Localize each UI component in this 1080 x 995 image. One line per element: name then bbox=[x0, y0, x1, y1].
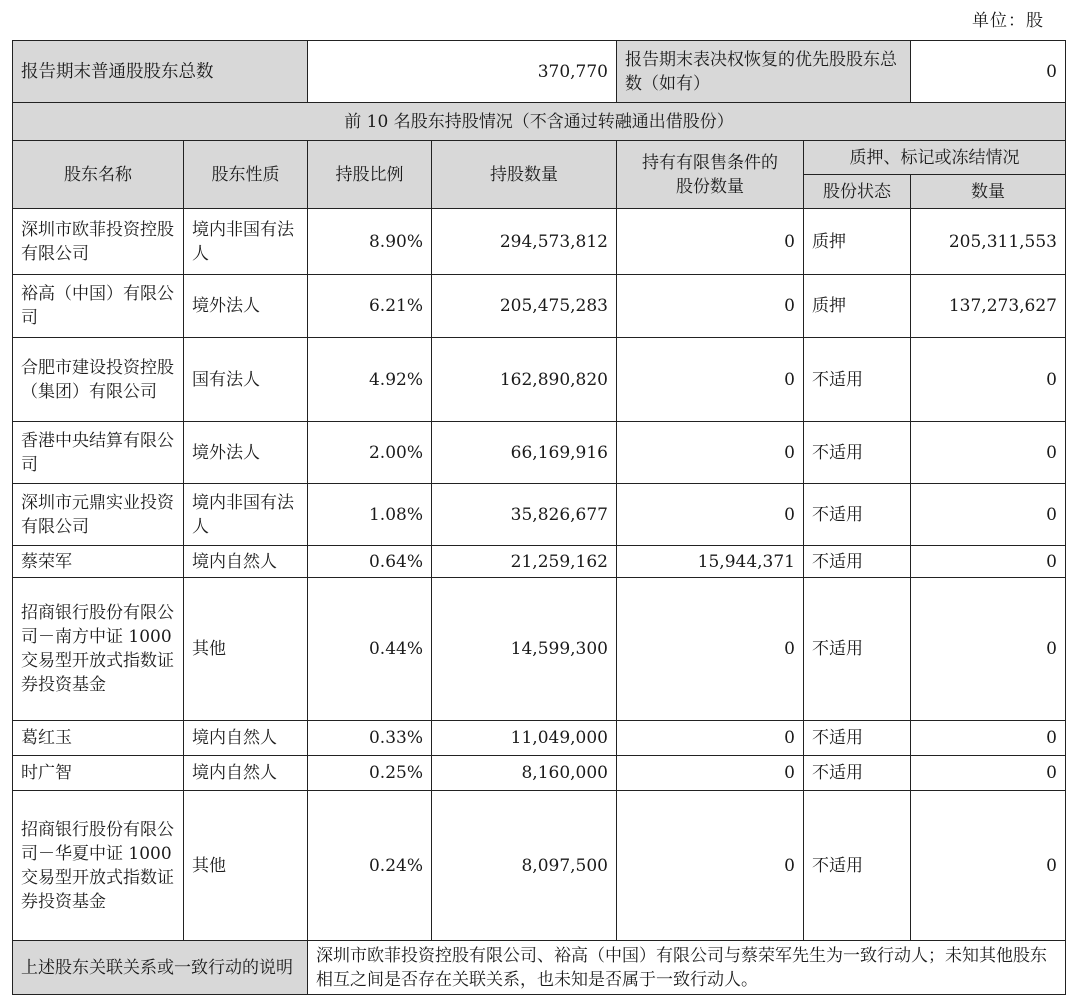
shareholder-name: 时广智 bbox=[13, 756, 184, 791]
shareholder-nature: 境内自然人 bbox=[184, 721, 308, 756]
header-pledge-group: 质押、标记或冻结情况 bbox=[804, 141, 1066, 175]
shareholder-nature: 国有法人 bbox=[184, 338, 308, 422]
shareholder-name: 深圳市元鼎实业投资有限公司 bbox=[13, 484, 184, 546]
shareholder-name: 深圳市欧菲投资控股有限公司 bbox=[13, 209, 184, 275]
pledged-quantity: 0 bbox=[911, 484, 1066, 546]
holding-ratio: 0.64% bbox=[308, 546, 432, 578]
pledge-status: 不适用 bbox=[804, 484, 911, 546]
restricted-quantity: 0 bbox=[617, 791, 804, 941]
holding-ratio: 2.00% bbox=[308, 422, 432, 484]
holding-quantity: 66,169,916 bbox=[432, 422, 617, 484]
header-quantity: 持股数量 bbox=[432, 141, 617, 209]
shareholder-nature: 境内非国有法人 bbox=[184, 484, 308, 546]
shareholder-name: 招商银行股份有限公司－南方中证 1000 交易型开放式指数证券投资基金 bbox=[13, 578, 184, 721]
restricted-quantity: 0 bbox=[617, 338, 804, 422]
table-row bbox=[13, 546, 1066, 578]
holding-quantity: 14,599,300 bbox=[432, 578, 617, 721]
table-row bbox=[13, 209, 1066, 275]
holding-quantity: 294,573,812 bbox=[432, 209, 617, 275]
restricted-quantity: 15,944,371 bbox=[617, 546, 804, 578]
shareholder-table bbox=[12, 40, 1066, 995]
restricted-quantity: 0 bbox=[617, 578, 804, 721]
common-holders-label: 报告期末普通股股东总数 bbox=[13, 41, 308, 103]
pledged-quantity: 205,311,553 bbox=[911, 209, 1066, 275]
summary-row bbox=[13, 41, 1066, 103]
pledge-status: 不适用 bbox=[804, 422, 911, 484]
holding-quantity: 11,049,000 bbox=[432, 721, 617, 756]
header-pledge-quantity: 数量 bbox=[911, 175, 1066, 209]
holding-quantity: 35,826,677 bbox=[432, 484, 617, 546]
table-row bbox=[13, 791, 1066, 941]
restricted-quantity: 0 bbox=[617, 275, 804, 338]
relation-text: 深圳市欧菲投资控股有限公司、裕高（中国）有限公司与蔡荣军先生为一致行动人；未知其他股东相互之间是否存在关联关系，也未知是否属于一致行动人。 bbox=[308, 941, 1066, 995]
header-name: 股东名称 bbox=[13, 141, 184, 209]
pledge-status: 不适用 bbox=[804, 338, 911, 422]
table-row bbox=[13, 578, 1066, 721]
shareholder-name: 招商银行股份有限公司－华夏中证 1000 交易型开放式指数证券投资基金 bbox=[13, 791, 184, 941]
holding-ratio: 0.44% bbox=[308, 578, 432, 721]
pledge-status: 不适用 bbox=[804, 578, 911, 721]
shareholder-nature: 其他 bbox=[184, 578, 308, 721]
pledged-quantity: 0 bbox=[911, 546, 1066, 578]
table-row bbox=[13, 338, 1066, 422]
shareholder-nature: 境外法人 bbox=[184, 275, 308, 338]
holding-ratio: 6.21% bbox=[308, 275, 432, 338]
restricted-quantity: 0 bbox=[617, 756, 804, 791]
holding-ratio: 0.24% bbox=[308, 791, 432, 941]
pledge-status: 不适用 bbox=[804, 721, 911, 756]
header-ratio: 持股比例 bbox=[308, 141, 432, 209]
pledged-quantity: 0 bbox=[911, 422, 1066, 484]
shareholder-nature: 境外法人 bbox=[184, 422, 308, 484]
holding-ratio: 8.90% bbox=[308, 209, 432, 275]
relation-row bbox=[13, 941, 1066, 995]
pledged-quantity: 0 bbox=[911, 578, 1066, 721]
shareholder-nature: 其他 bbox=[184, 791, 308, 941]
table-row bbox=[13, 275, 1066, 338]
shareholder-name: 葛红玉 bbox=[13, 721, 184, 756]
header-nature: 股东性质 bbox=[184, 141, 308, 209]
holding-quantity: 8,097,500 bbox=[432, 791, 617, 941]
holding-quantity: 21,259,162 bbox=[432, 546, 617, 578]
table-row bbox=[13, 484, 1066, 546]
restricted-quantity: 0 bbox=[617, 721, 804, 756]
restricted-quantity: 0 bbox=[617, 209, 804, 275]
shareholder-name: 合肥市建设投资控股（集团）有限公司 bbox=[13, 338, 184, 422]
header-restricted: 持有有限售条件的股份数量 bbox=[617, 141, 804, 209]
section-title-row bbox=[13, 103, 1066, 141]
shareholder-name: 香港中央结算有限公司 bbox=[13, 422, 184, 484]
table-row bbox=[13, 422, 1066, 484]
holding-ratio: 0.33% bbox=[308, 721, 432, 756]
shareholder-name: 蔡荣军 bbox=[13, 546, 184, 578]
pledged-quantity: 0 bbox=[911, 756, 1066, 791]
header-pledge-status: 股份状态 bbox=[804, 175, 911, 209]
preferred-holders-label: 报告期末表决权恢复的优先股股东总数（如有） bbox=[617, 41, 911, 103]
pledge-status: 不适用 bbox=[804, 546, 911, 578]
unit-label: 单位：股 bbox=[972, 11, 1044, 31]
pledge-status: 不适用 bbox=[804, 791, 911, 941]
pledged-quantity: 0 bbox=[911, 791, 1066, 941]
header-row-1 bbox=[13, 141, 1066, 175]
pledge-status: 质押 bbox=[804, 209, 911, 275]
holding-quantity: 205,475,283 bbox=[432, 275, 617, 338]
holding-ratio: 1.08% bbox=[308, 484, 432, 546]
common-holders-value: 370,770 bbox=[308, 41, 617, 103]
holding-quantity: 162,890,820 bbox=[432, 338, 617, 422]
pledge-status: 质押 bbox=[804, 275, 911, 338]
table-row bbox=[13, 756, 1066, 791]
table-row bbox=[13, 721, 1066, 756]
restricted-quantity: 0 bbox=[617, 484, 804, 546]
pledged-quantity: 0 bbox=[911, 338, 1066, 422]
restricted-quantity: 0 bbox=[617, 422, 804, 484]
holding-quantity: 8,160,000 bbox=[432, 756, 617, 791]
pledge-status: 不适用 bbox=[804, 756, 911, 791]
shareholder-nature: 境内自然人 bbox=[184, 756, 308, 791]
pledged-quantity: 0 bbox=[911, 721, 1066, 756]
holding-ratio: 4.92% bbox=[308, 338, 432, 422]
shareholder-name: 裕高（中国）有限公司 bbox=[13, 275, 184, 338]
preferred-holders-value: 0 bbox=[911, 41, 1066, 103]
section-title: 前 10 名股东持股情况（不含通过转融通出借股份） bbox=[13, 103, 1066, 141]
shareholder-nature: 境内非国有法人 bbox=[184, 209, 308, 275]
holding-ratio: 0.25% bbox=[308, 756, 432, 791]
shareholder-nature: 境内自然人 bbox=[184, 546, 308, 578]
relation-label: 上述股东关联关系或一致行动的说明 bbox=[13, 941, 308, 995]
pledged-quantity: 137,273,627 bbox=[911, 275, 1066, 338]
